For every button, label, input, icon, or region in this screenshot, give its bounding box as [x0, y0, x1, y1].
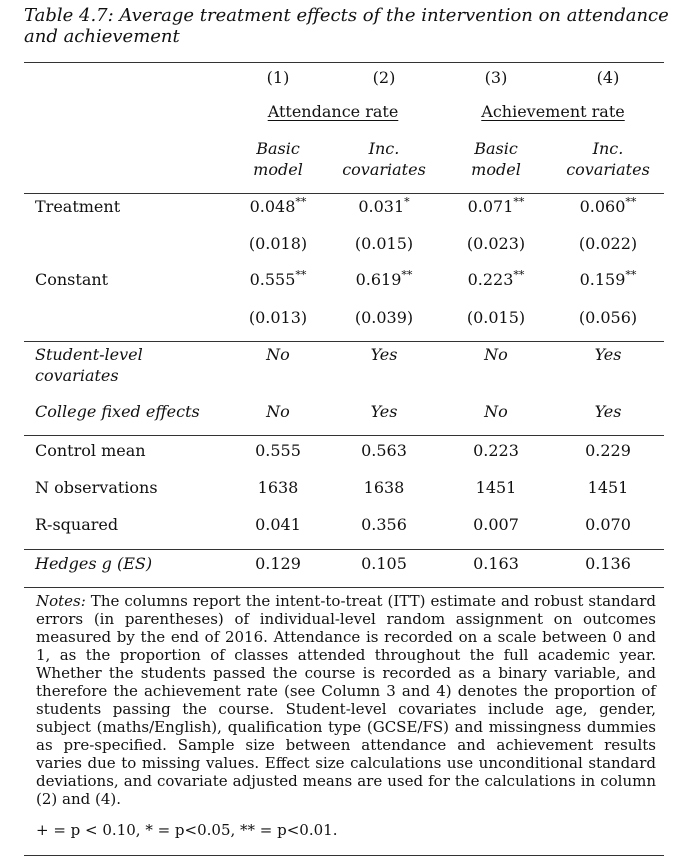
student-covariates-flag: Yes — [370, 345, 398, 364]
group-header-attendance: Attendance rate — [267, 102, 399, 121]
student-covariates-flag: No — [484, 345, 508, 364]
table-notes — [36, 592, 656, 808]
model-header: Basic model — [253, 139, 303, 179]
header-rule — [24, 193, 664, 194]
treatment-std-error: (0.018) — [248, 234, 308, 253]
constant-std-error: (0.039) — [354, 308, 414, 327]
control-mean-value: 0.555 — [255, 441, 301, 460]
column-number: (4) — [596, 68, 620, 87]
row-label-constant: Constant — [35, 270, 109, 289]
constant-estimate: 0.555** — [249, 268, 307, 289]
bottom-rule — [24, 855, 664, 856]
model-header: Inc. covariates — [566, 139, 650, 179]
r-squared-value: 0.007 — [473, 515, 519, 534]
estimates-rule — [24, 341, 664, 342]
row-label-r-squared: R-squared — [35, 515, 119, 534]
treatment-estimate: 0.060** — [579, 195, 637, 216]
college-fixed-effects-flag: Yes — [594, 402, 622, 421]
effect-size-rule — [24, 587, 664, 588]
hedges-g-value: 0.105 — [361, 554, 407, 573]
constant-std-error: (0.015) — [466, 308, 526, 327]
r-squared-value: 0.070 — [585, 515, 631, 534]
control-mean-value: 0.229 — [585, 441, 631, 460]
treatment-estimate: 0.031* — [358, 195, 410, 216]
college-fixed-effects-flag: No — [266, 402, 290, 421]
college-fixed-effects-flag: Yes — [370, 402, 398, 421]
n-observations-value: 1451 — [587, 478, 629, 497]
stats-rule — [24, 549, 664, 550]
row-label-hedges-g: Hedges g (ES) — [35, 554, 153, 573]
constant-std-error: (0.056) — [578, 308, 638, 327]
n-observations-value: 1638 — [363, 478, 405, 497]
table-caption: Table 4.7: Average treatment effects of the intervention on attendance and achievement — [24, 5, 669, 47]
significance-legend: + = p < 0.10, * = p<0.05, ** = p<0.01. — [36, 821, 338, 839]
n-observations-value: 1638 — [257, 478, 299, 497]
controls-rule — [24, 435, 664, 436]
r-squared-value: 0.356 — [361, 515, 407, 534]
control-mean-value: 0.223 — [473, 441, 519, 460]
column-number: (1) — [266, 68, 290, 87]
treatment-estimate: 0.071** — [467, 195, 525, 216]
hedges-g-value: 0.129 — [255, 554, 301, 573]
constant-estimate: 0.159** — [579, 268, 637, 289]
treatment-estimate: 0.048** — [249, 195, 307, 216]
student-covariates-flag: Yes — [594, 345, 622, 364]
constant-estimate: 0.223** — [467, 268, 525, 289]
top-rule — [24, 62, 664, 63]
hedges-g-value: 0.163 — [473, 554, 519, 573]
model-header: Inc. covariates — [342, 139, 426, 179]
row-label-treatment: Treatment — [35, 197, 121, 216]
student-covariates-flag: No — [266, 345, 290, 364]
college-fixed-effects-flag: No — [484, 402, 508, 421]
column-number: (2) — [372, 68, 396, 87]
group-header-achievement: Achievement rate — [481, 102, 625, 121]
row-label-college-fixed-effects: College fixed effects — [35, 402, 200, 421]
treatment-std-error: (0.022) — [578, 234, 638, 253]
n-observations-value: 1451 — [475, 478, 517, 497]
notes-text: The columns report the intent-to-treat (ITT) estimate and robust standard errors (in parentheses) of individual-level random assignment on outcomes measured by the end of 2016. Attendance is recorded on a scale between 0 and 1, as the proportion of classes attended throughout the full academic year. Whether the students passed the course is recorded as a binary variable, and therefore the achievement rate (see Column 3 and 4) denotes the proportion of students passing the course. Student-level covariates include age, gender, subject (maths/English), qualification type (GCSE/FS) and missingness dummies as pre-specified. Sample size between attendance and achievement results varies due to missing values. Effect size calculations use unconditional standard deviations, and covariate adjusted means are used for the calculations in column (2) and (4). — [36, 592, 656, 808]
hedges-g-value: 0.136 — [585, 554, 631, 573]
row-label-student-covariates: Student-level covariates — [35, 345, 143, 385]
constant-std-error: (0.013) — [248, 308, 308, 327]
treatment-std-error: (0.023) — [466, 234, 526, 253]
column-number: (3) — [484, 68, 508, 87]
control-mean-value: 0.563 — [361, 441, 407, 460]
row-label-control-mean: Control mean — [35, 441, 146, 460]
notes-lead: Notes: — [36, 592, 86, 610]
row-label-n-observations: N observations — [35, 478, 158, 497]
model-header: Basic model — [471, 139, 521, 179]
r-squared-value: 0.041 — [255, 515, 301, 534]
treatment-std-error: (0.015) — [354, 234, 414, 253]
constant-estimate: 0.619** — [355, 268, 413, 289]
